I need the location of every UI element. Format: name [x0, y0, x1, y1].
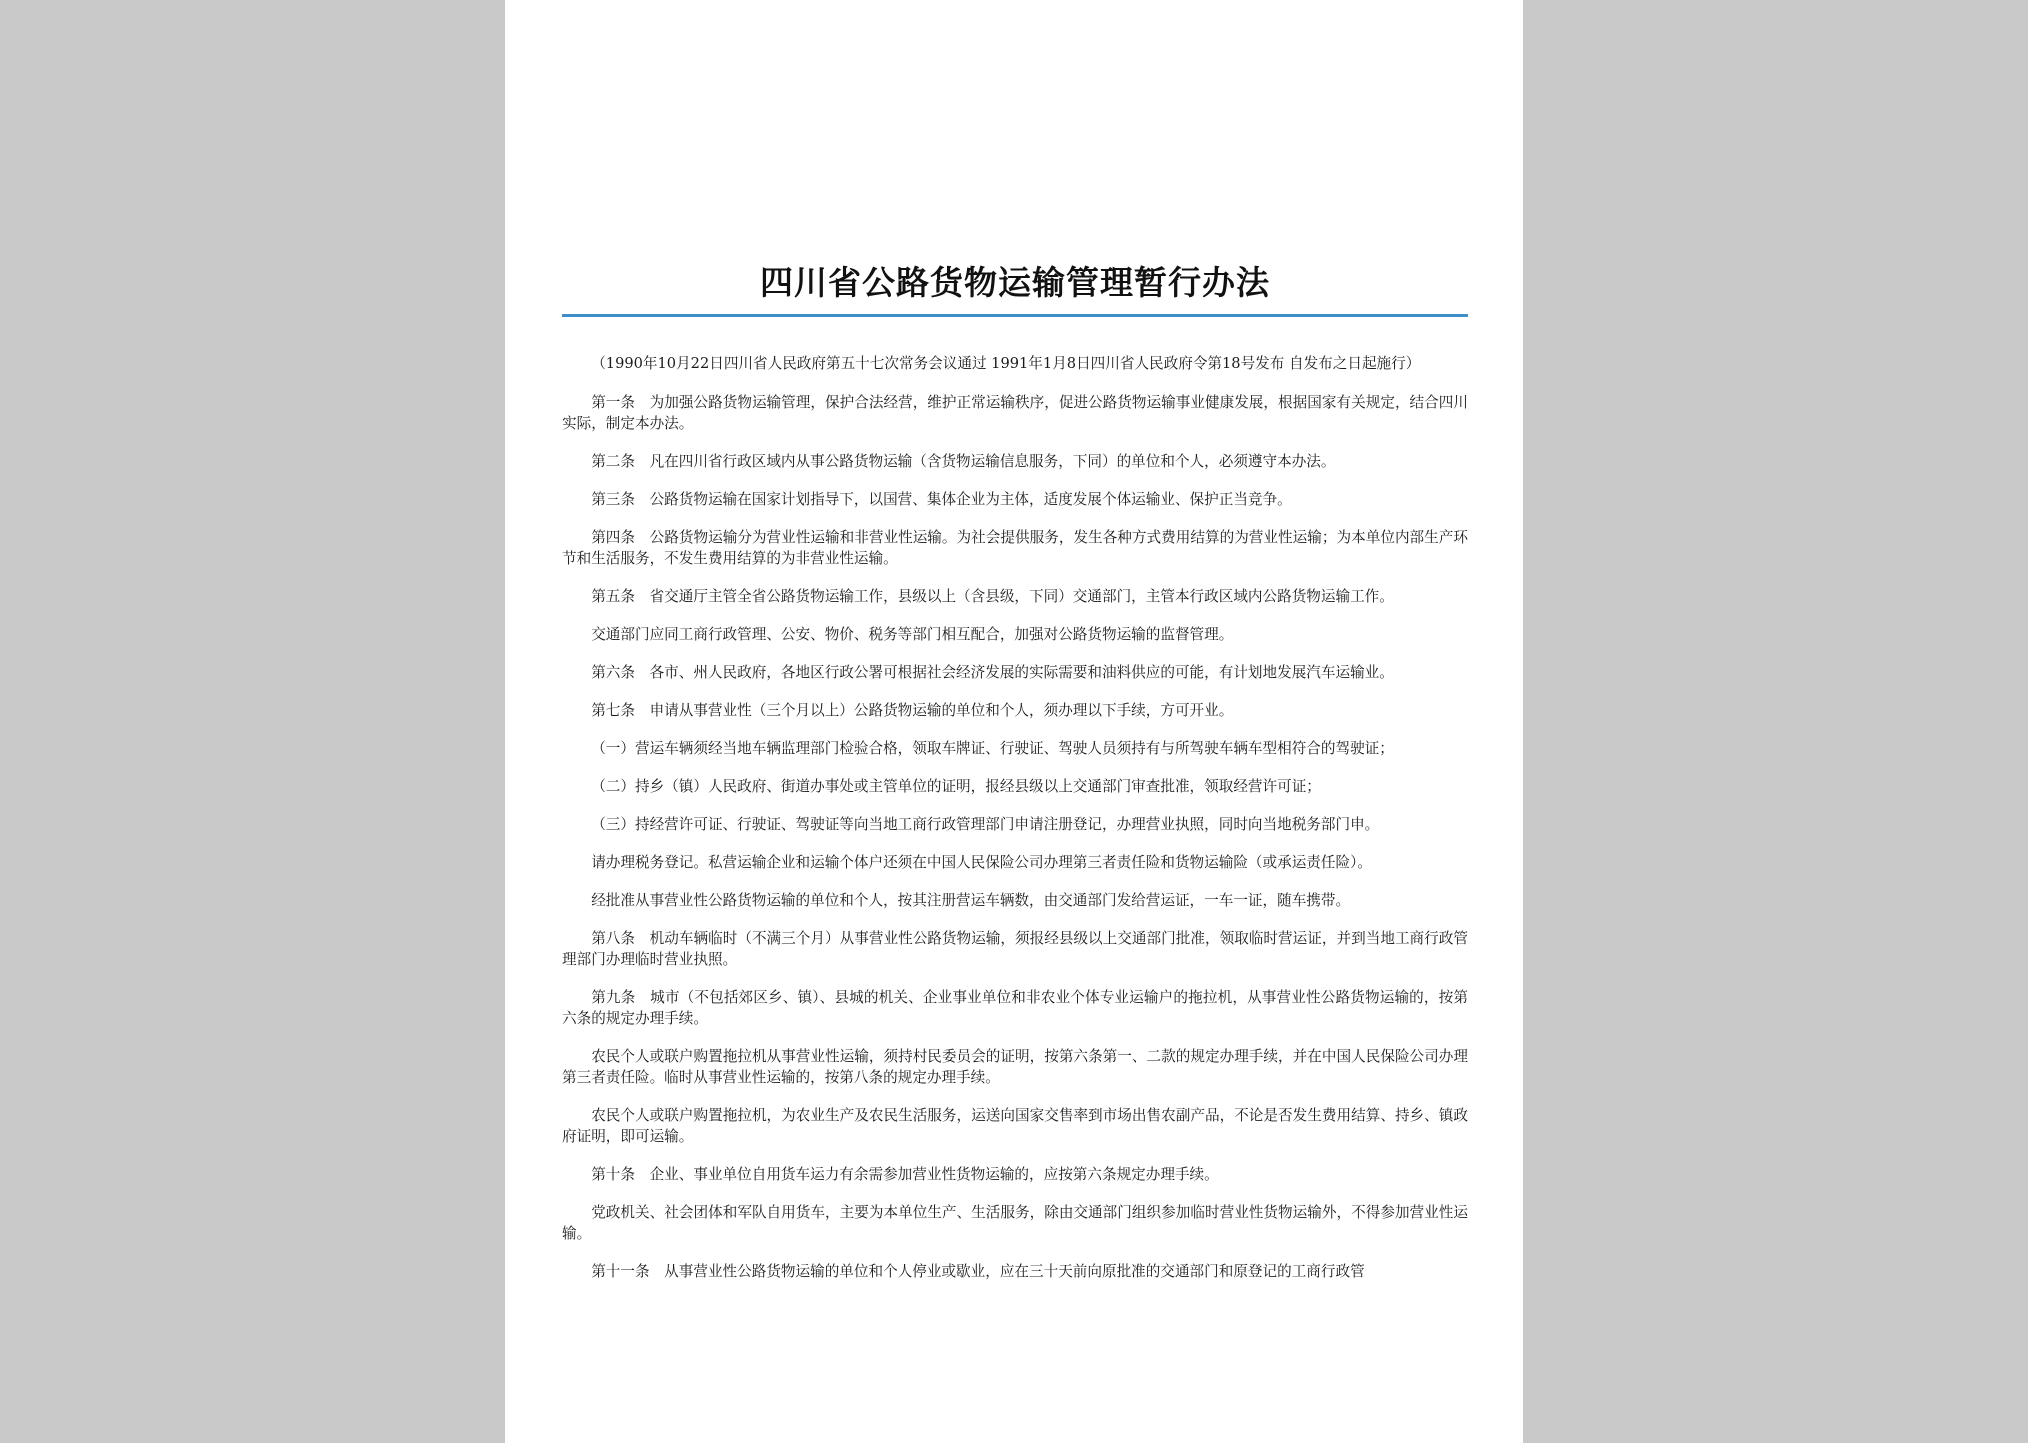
article-8: 第八条 机动车辆临时（不满三个月）从事营业性公路货物运输，须报经县级以上交通部门批准，领取临时营运证，并到当地工商行政管理部门办理临时营业执照。	[562, 930, 1468, 968]
article-1: 第一条 为加强公路货物运输管理，保护合法经营，维护正常运输秩序，促进公路货物运输事业健康发展，根据国家有关规定，结合四川实际，制定本办法。	[562, 394, 1468, 432]
article-10: 第十条 企业、事业单位自用货车运力有余需参加营业性货物运输的，应按第六条规定办理手续。	[591, 1166, 1219, 1183]
article-7-item-3: （三）持经营许可证、行驶证、驾驶证等向当地工商行政管理部门申请注册登记，办理营业执照，同时向当地税务部门申。	[591, 816, 1380, 833]
article-5-clause-2: 交通部门应同工商行政管理、公安、物价、税务等部门相互配合，加强对公路货物运输的监督管理。	[591, 626, 1234, 643]
article-7-clause-2: 经批准从事营业性公路货物运输的单位和个人，按其注册营运车辆数，由交通部门发给营运证，一车一证，随车携带。	[591, 892, 1351, 909]
article-4: 第四条 公路货物运输分为营业性运输和非营业性运输。为社会提供服务，发生各种方式费用结算的为营业性运输；为本单位内部生产环节和生活服务，不发生费用结算的为非营业性运输。	[562, 529, 1468, 567]
document-title: 四川省公路货物运输管理暂行办法	[760, 263, 1270, 302]
article-11: 第十一条 从事营业性公路货物运输的单位和个人停业或歇业，应在三十天前向原批准的交通部门和原登记的工商行政管	[591, 1263, 1365, 1280]
article-7: 第七条 申请从事营业性（三个月以上）公路货物运输的单位和个人，须办理以下手续，方可开业。	[591, 702, 1234, 719]
document-page	[505, 0, 1523, 1443]
article-9-clause-3: 农民个人或联户购置拖拉机，为农业生产及农民生活服务，运送向国家交售率到市场出售农副产品，不论是否发生费用结算、持乡、镇政府证明，即可运输。	[562, 1107, 1468, 1145]
article-3: 第三条 公路货物运输在国家计划指导下，以国营、集体企业为主体，适度发展个体运输业、保护正当竞争。	[591, 491, 1292, 508]
article-9-clause-2: 农民个人或联户购置拖拉机从事营业性运输，须持村民委员会的证明，按第六条第一、二款的规定办理手续，并在中国人民保险公司办理第三者责任险。临时从事营业性运输的，按第八条的规定办理手续。	[562, 1048, 1468, 1086]
article-7-item-1: （一）营运车辆须经当地车辆监理部门检验合格，领取车牌证、行驶证、驾驶人员须持有与所驾驶车辆车型相符合的驾驶证；	[591, 740, 1394, 757]
article-7-item-2: （二）持乡（镇）人民政府、街道办事处或主管单位的证明，报经县级以上交通部门审查批准，领取经营许可证；	[591, 778, 1321, 795]
article-6: 第六条 各市、州人民政府，各地区行政公署可根据社会经济发展的实际需要和油料供应的可能，有计划地发展汽车运输业。	[591, 664, 1394, 681]
article-10-clause-2: 党政机关、社会团体和军队自用货车，主要为本单位生产、生活服务，除由交通部门组织参加临时营业性货物运输外，不得参加营业性运输。	[562, 1204, 1468, 1242]
title-underline	[562, 314, 1468, 317]
article-5: 第五条 省交通厅主管全省公路货物运输工作，县级以上（含县级，下同）交通部门，主管本行政区域内公路货物运输工作。	[591, 588, 1394, 605]
article-9: 第九条 城市（不包括郊区乡、镇）、县城的机关、企业事业单位和非农业个体专业运输户的拖拉机，从事营业性公路货物运输的，按第六条的规定办理手续。	[562, 989, 1468, 1027]
article-7-item-3-continued: 请办理税务登记。私营运输企业和运输个体户还须在中国人民保险公司办理第三者责任险和货物运输险（或承运责任险）。	[591, 854, 1372, 871]
article-2: 第二条 凡在四川省行政区域内从事公路货物运输（含货物运输信息服务，下同）的单位和个人，必须遵守本办法。	[591, 453, 1336, 470]
document-preamble: （1990年10月22日四川省人民政府第五十七次常务会议通过 1991年1月8日四川省人民政府令第18号发布 自发布之日起施行）	[591, 355, 1421, 372]
document-content	[562, 258, 1468, 1299]
